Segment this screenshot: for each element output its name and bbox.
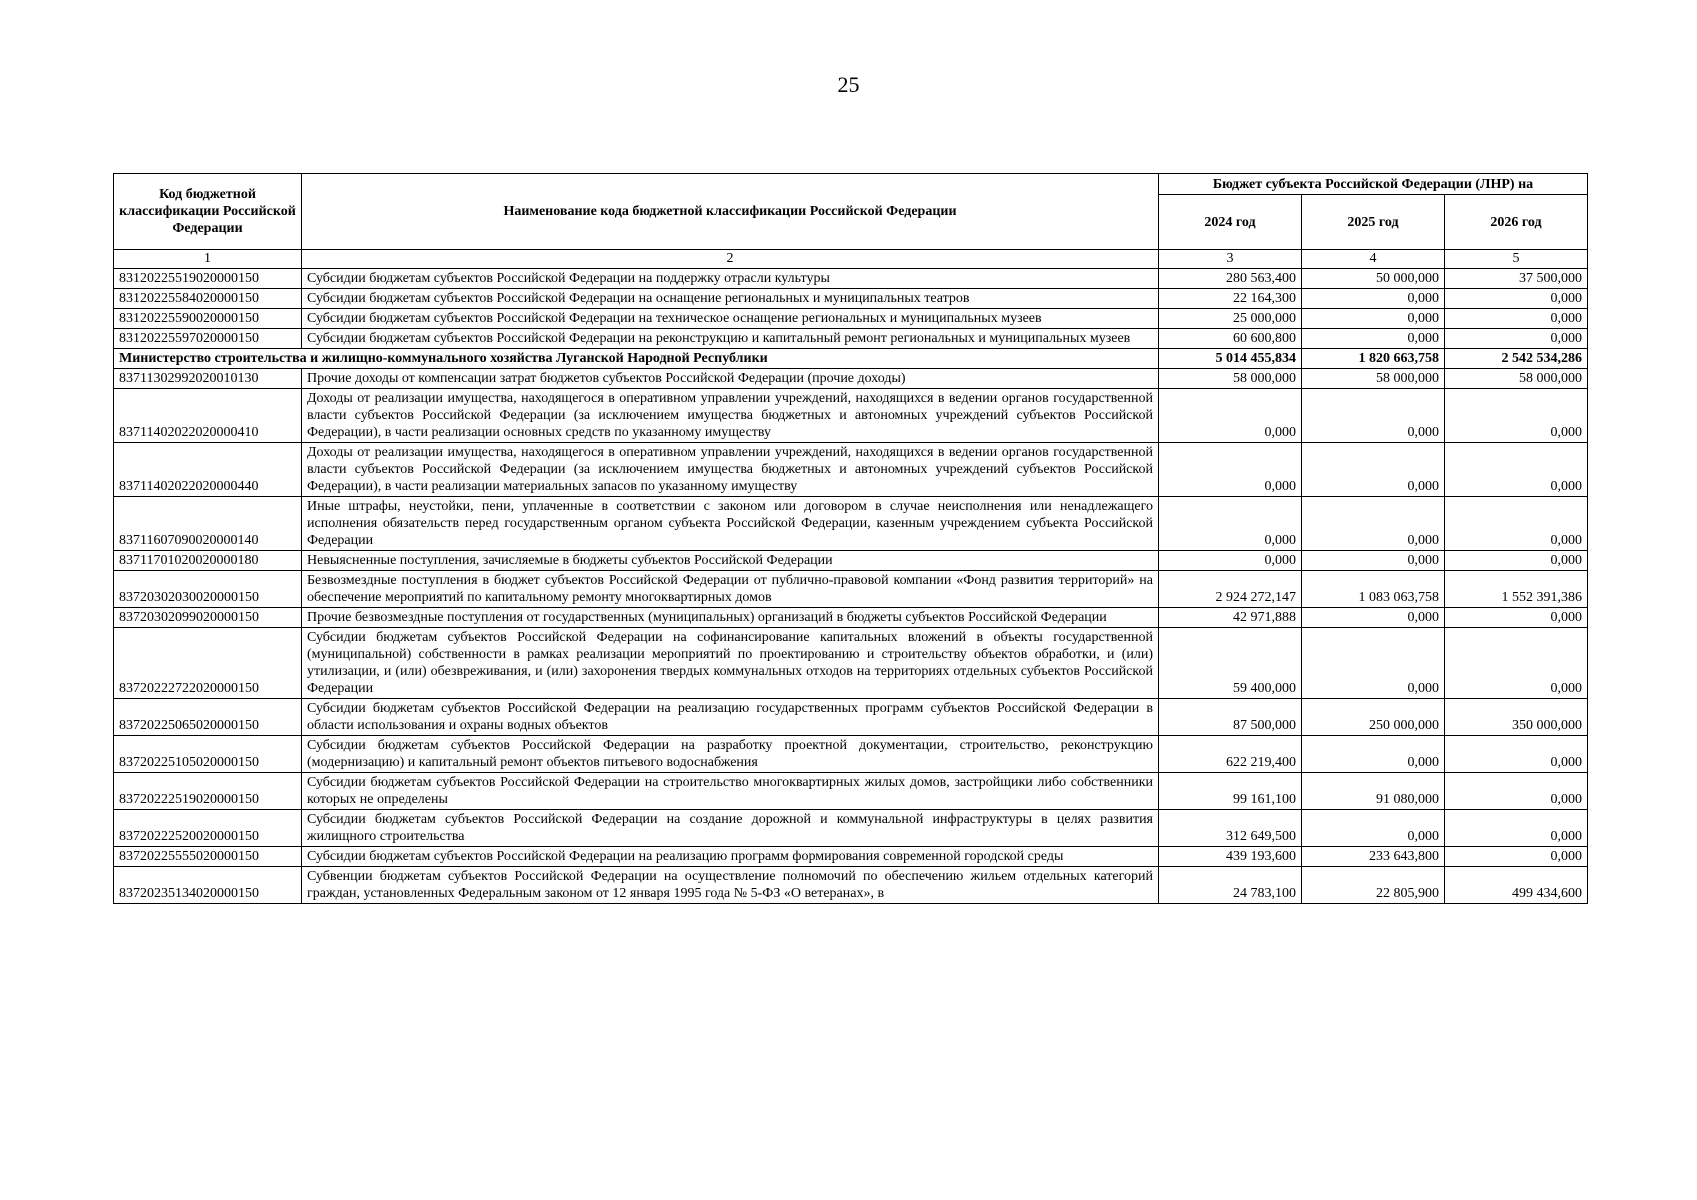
budget-code: 83720302099020000150 <box>114 608 302 628</box>
budget-code: 83720222520020000150 <box>114 810 302 847</box>
amount-2025: 233 643,800 <box>1302 847 1445 867</box>
budget-code: 83120225584020000150 <box>114 289 302 309</box>
budget-code: 83120225597020000150 <box>114 329 302 349</box>
budget-code: 83720222722020000150 <box>114 628 302 699</box>
column-number: 5 <box>1445 250 1588 269</box>
budget-item-name: Иные штрафы, неустойки, пени, уплаченные в соответствии с законом или договором в случае неисполнения или ненадлежащего исполнения обязательств перед государственным органом субъекта Российской Федерации, казенным учреждением субъекта Российской Федерации <box>302 497 1159 551</box>
budget-item-name: Безвозмездные поступления в бюджет субъектов Российской Федерации от публично-правовой компании «Фонд развития территорий» на обеспечение мероприятий по капитальному ремонту многоквартирных домов <box>302 571 1159 608</box>
amount-2024: 0,000 <box>1159 551 1302 571</box>
budget-item-name: Прочие безвозмездные поступления от государственных (муниципальных) организаций в бюджеты субъектов Российской Федерации <box>302 608 1159 628</box>
amount-2026: 0,000 <box>1445 628 1588 699</box>
table-row <box>114 389 1588 443</box>
budget-item-name: Субсидии бюджетам субъектов Российской Федерации на реконструкцию и капитальный ремонт региональных и муниципальных музеев <box>302 329 1159 349</box>
budget-item-name: Субсидии бюджетам субъектов Российской Федерации на строительство многоквартирных жилых домов, застройщики либо собственники которых не определены <box>302 773 1159 810</box>
amount-2024: 0,000 <box>1159 389 1302 443</box>
amount-2025: 250 000,000 <box>1302 699 1445 736</box>
amount-2025: 0,000 <box>1302 389 1445 443</box>
budget-code: 83720235134020000150 <box>114 867 302 904</box>
section-row <box>114 349 1588 369</box>
amount-2024: 280 563,400 <box>1159 269 1302 289</box>
amount-2024: 312 649,500 <box>1159 810 1302 847</box>
table-row <box>114 309 1588 329</box>
table-row <box>114 443 1588 497</box>
amount-2026: 1 552 391,386 <box>1445 571 1588 608</box>
table-row <box>114 369 1588 389</box>
amount-2024: 25 000,000 <box>1159 309 1302 329</box>
section-title: Министерство строительства и жилищно-коммунального хозяйства Луганской Народной Республики <box>114 349 1159 369</box>
amount-2025: 0,000 <box>1302 497 1445 551</box>
amount-2024: 60 600,800 <box>1159 329 1302 349</box>
column-number: 2 <box>302 250 1159 269</box>
amount-2026: 0,000 <box>1445 810 1588 847</box>
amount-2024: 99 161,100 <box>1159 773 1302 810</box>
budget-item-name: Доходы от реализации имущества, находящегося в оперативном управлении учреждений, находящихся в ведении органов государственной власти субъектов Российской Федерации (за исключением имущества бюджетных и автономных учреждений субъектов Российской Федерации), в части реализации основных средств по указанному имуществу <box>302 389 1159 443</box>
amount-2026: 0,000 <box>1445 443 1588 497</box>
column-number: 4 <box>1302 250 1445 269</box>
amount-2025: 0,000 <box>1302 810 1445 847</box>
budget-item-name: Невыясненные поступления, зачисляемые в бюджеты субъектов Российской Федерации <box>302 551 1159 571</box>
amount-2026: 0,000 <box>1445 497 1588 551</box>
amount-2026: 37 500,000 <box>1445 269 1588 289</box>
column-number: 3 <box>1159 250 1302 269</box>
budget-code: 83720222519020000150 <box>114 773 302 810</box>
table-row <box>114 269 1588 289</box>
budget-code: 83711402022020000440 <box>114 443 302 497</box>
budget-item-name: Субсидии бюджетам субъектов Российской Федерации на разработку проектной документации, строительство, реконструкцию (модернизацию) и капитальный ремонт объектов питьевого водоснабжения <box>302 736 1159 773</box>
amount-2026: 350 000,000 <box>1445 699 1588 736</box>
amount-2024: 439 193,600 <box>1159 847 1302 867</box>
amount-2026: 0,000 <box>1445 608 1588 628</box>
amount-2026: 0,000 <box>1445 289 1588 309</box>
amount-2026: 0,000 <box>1445 847 1588 867</box>
table-row <box>114 773 1588 810</box>
table-row <box>114 551 1588 571</box>
table-row <box>114 867 1588 904</box>
amount-2024: 622 219,400 <box>1159 736 1302 773</box>
amount-2026: 2 542 534,286 <box>1445 349 1588 369</box>
budget-code: 83120225590020000150 <box>114 309 302 329</box>
budget-code: 83711607090020000140 <box>114 497 302 551</box>
budget-table <box>113 173 1588 904</box>
table-row <box>114 497 1588 551</box>
table-row <box>114 289 1588 309</box>
budget-item-name: Субсидии бюджетам субъектов Российской Федерации на реализацию государственных программ субъектов Российской Федерации в области использования и охраны водных объектов <box>302 699 1159 736</box>
table-row <box>114 571 1588 608</box>
budget-item-name: Доходы от реализации имущества, находящегося в оперативном управлении учреждений, находящихся в ведении органов государственной власти субъектов Российской Федерации (за исключением имущества бюджетных и автономных учреждений субъектов Российской Федерации), в части реализации материальных запасов по указанному имуществу <box>302 443 1159 497</box>
amount-2025: 0,000 <box>1302 736 1445 773</box>
amount-2024: 2 924 272,147 <box>1159 571 1302 608</box>
table-row <box>114 329 1588 349</box>
amount-2026: 499 434,600 <box>1445 867 1588 904</box>
budget-item-name: Субсидии бюджетам субъектов Российской Федерации на реализацию программ формирования современной городской среды <box>302 847 1159 867</box>
amount-2024: 87 500,000 <box>1159 699 1302 736</box>
page-number: 25 <box>837 72 860 97</box>
year-2026-header: 2026 год <box>1445 195 1588 250</box>
column-number-row <box>114 250 1588 269</box>
budget-code: 83120225519020000150 <box>114 269 302 289</box>
budget-item-name: Субсидии бюджетам субъектов Российской Федерации на создание дорожной и коммунальной инфраструктуры в целях развития жилищного строительства <box>302 810 1159 847</box>
amount-2024: 59 400,000 <box>1159 628 1302 699</box>
budget-code: 83711302992020010130 <box>114 369 302 389</box>
amount-2025: 1 083 063,758 <box>1302 571 1445 608</box>
amount-2025: 50 000,000 <box>1302 269 1445 289</box>
budget-code: 83711701020020000180 <box>114 551 302 571</box>
amount-2024: 0,000 <box>1159 443 1302 497</box>
column-number: 1 <box>114 250 302 269</box>
amount-2024: 22 164,300 <box>1159 289 1302 309</box>
amount-2025: 1 820 663,758 <box>1302 349 1445 369</box>
amount-2026: 58 000,000 <box>1445 369 1588 389</box>
amount-2025: 0,000 <box>1302 329 1445 349</box>
amount-2026: 0,000 <box>1445 389 1588 443</box>
budget-item-name: Прочие доходы от компенсации затрат бюджетов субъектов Российской Федерации (прочие доходы) <box>302 369 1159 389</box>
amount-2024: 42 971,888 <box>1159 608 1302 628</box>
amount-2026: 0,000 <box>1445 736 1588 773</box>
amount-2025: 0,000 <box>1302 309 1445 329</box>
header-row-1 <box>114 174 1588 195</box>
table-row <box>114 736 1588 773</box>
year-2025-header: 2025 год <box>1302 195 1445 250</box>
table-row <box>114 847 1588 867</box>
budget-item-name: Субсидии бюджетам субъектов Российской Федерации на оснащение региональных и муниципальных театров <box>302 289 1159 309</box>
amount-2026: 0,000 <box>1445 329 1588 349</box>
budget-code: 83720302030020000150 <box>114 571 302 608</box>
amount-2025: 0,000 <box>1302 289 1445 309</box>
table-row <box>114 628 1588 699</box>
budget-code: 83711402022020000410 <box>114 389 302 443</box>
amount-2026: 0,000 <box>1445 309 1588 329</box>
table-body <box>114 269 1588 904</box>
amount-2025: 58 000,000 <box>1302 369 1445 389</box>
amount-2025: 0,000 <box>1302 551 1445 571</box>
amount-2026: 0,000 <box>1445 551 1588 571</box>
amount-2025: 0,000 <box>1302 608 1445 628</box>
table-row <box>114 608 1588 628</box>
budget-item-name: Субвенции бюджетам субъектов Российской Федерации на осуществление полномочий по обеспечению жильем отдельных категорий граждан, установленных Федеральным законом от 12 января 1995 года № 5-ФЗ «О ветеранах», в <box>302 867 1159 904</box>
budget-code: 83720225105020000150 <box>114 736 302 773</box>
code-column-header: Код бюджетной классификации Российской Федерации <box>114 174 302 250</box>
amount-2024: 24 783,100 <box>1159 867 1302 904</box>
budget-code: 83720225555020000150 <box>114 847 302 867</box>
amount-2025: 0,000 <box>1302 628 1445 699</box>
amount-2024: 5 014 455,834 <box>1159 349 1302 369</box>
table-row <box>114 810 1588 847</box>
year-2024-header: 2024 год <box>1159 195 1302 250</box>
budget-item-name: Субсидии бюджетам субъектов Российской Федерации на софинансирование капитальных вложений в объекты государственной (муниципальной) собственности в рамках реализации мероприятий по проектированию и строительству объектов обработки, и (или) утилизации, и (или) обезвреживания, и (или) захоронения твердых коммунальных отходов на территориях отдельных субъектов Российской Федерации <box>302 628 1159 699</box>
budget-code: 83720225065020000150 <box>114 699 302 736</box>
amount-2025: 22 805,900 <box>1302 867 1445 904</box>
budget-item-name: Субсидии бюджетам субъектов Российской Федерации на поддержку отрасли культуры <box>302 269 1159 289</box>
amount-2024: 0,000 <box>1159 497 1302 551</box>
amount-2025: 91 080,000 <box>1302 773 1445 810</box>
amount-2024: 58 000,000 <box>1159 369 1302 389</box>
table-row <box>114 699 1588 736</box>
amount-2026: 0,000 <box>1445 773 1588 810</box>
name-column-header: Наименование кода бюджетной классификации Российской Федерации <box>302 174 1159 250</box>
budget-group-header: Бюджет субъекта Российской Федерации (ЛНР) на <box>1159 174 1588 195</box>
amount-2025: 0,000 <box>1302 443 1445 497</box>
budget-item-name: Субсидии бюджетам субъектов Российской Федерации на техническое оснащение региональных и муниципальных музеев <box>302 309 1159 329</box>
